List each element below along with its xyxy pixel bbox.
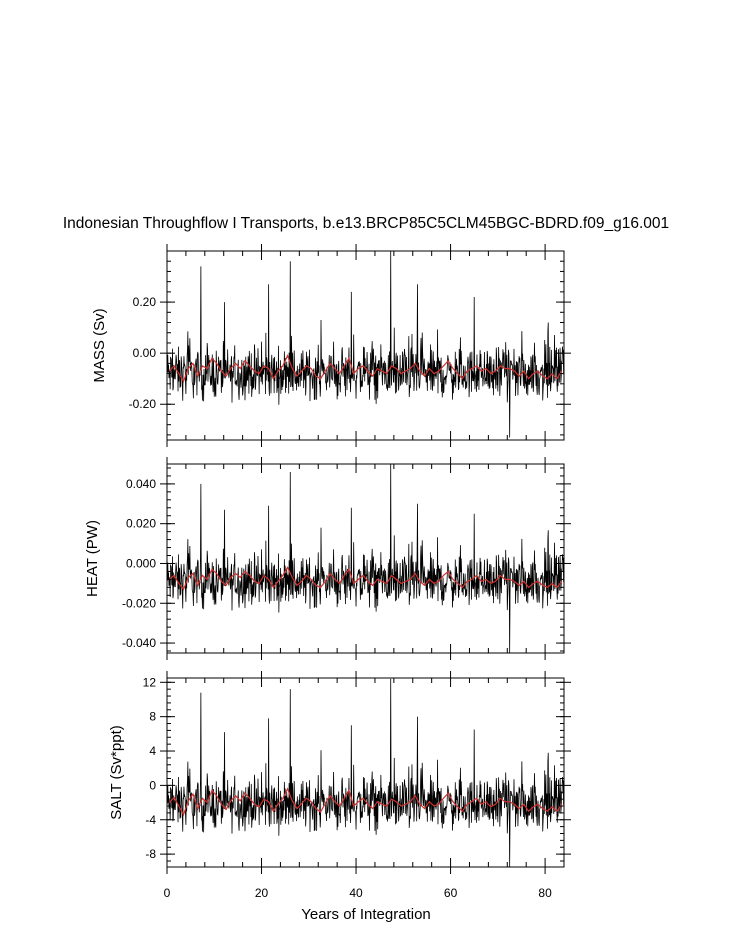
x-tick-label: 60 [443,886,458,900]
mass-y-tick-label: -0.20 [128,397,156,412]
mass-ticks-layer [129,244,571,447]
x-tick-labels [164,886,552,900]
salt-y-axis-title: SALT (Sv*ppt) [108,725,125,820]
salt-plot-frame [167,678,564,867]
heat-y-tick-label: -0.020 [121,596,156,611]
heat-plot-frame [167,464,564,653]
mass-y-tick-label: 0.20 [132,295,156,310]
x-tick-label: 80 [538,886,552,900]
panel-mass [91,244,571,447]
salt-y-tick-label: 4 [149,744,156,759]
heat-y-tick-label: 0.040 [125,476,156,491]
salt-y-tick-label: 12 [142,675,156,690]
x-tick-label: 40 [349,886,363,900]
salt-ticks-layer [143,671,571,874]
heat-y-tick-label: 0.020 [125,516,156,531]
mass-monthly-series-line [167,251,564,437]
x-tick-label: 0 [163,886,171,900]
salt-y-tick-label: 8 [149,709,156,724]
salt-y-tick-label: 0 [149,778,156,793]
mass-y-axis-title: MASS (Sv) [91,308,108,383]
heat-y-tick-label: -0.040 [121,636,156,651]
mass-monthly-series-layer [167,251,564,437]
salt-y-tick-label: -8 [145,847,156,862]
heat-monthly-series-line [167,464,564,653]
x-tick-label: 20 [254,886,269,900]
panel-heat [84,457,571,660]
x-axis-title: Years of Integration [301,906,431,923]
heat-y-tick-label: 0.000 [125,556,156,571]
mass-y-tick-label: 0.00 [132,346,156,361]
chart-title: Indonesian Throughflow I Transports, b.e13.BRCP85C5CLM45BGC-BDRD.f09_g16.001 [62,215,670,232]
salt-monthly-series-layer [167,679,564,867]
heat-monthly-series-layer [167,464,564,653]
heat-y-axis-title: HEAT (PW) [84,520,101,597]
mass-plot-frame [167,251,564,440]
salt-y-tick-label: -4 [145,812,156,827]
salt-monthly-series-line [167,679,564,867]
panel-salt [108,671,571,874]
